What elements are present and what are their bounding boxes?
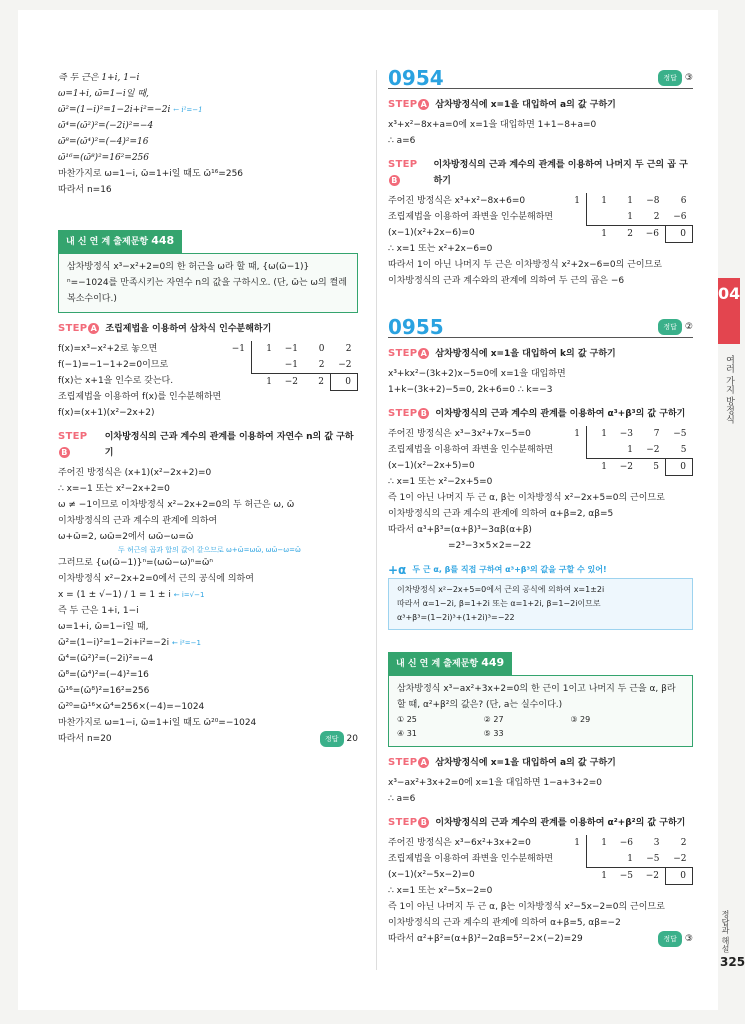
text-line: 이차방정식 x²−2x+2=0에서 근의 공식에 의하여	[58, 574, 254, 584]
text-line: 따라서 α=1−2i, β=1+2i 또는 α=1+2i, β=1−2i이므로	[397, 599, 601, 608]
text-line: 1+k−(3k+2)−5=0, 2k+6=0 ∴ k=−3	[388, 385, 553, 395]
related-problem-448	[58, 222, 358, 313]
step-b-body	[388, 835, 693, 899]
step-b-heading: STEPB 이차방정식의 근과 계수의 관계를 이용하여 자연수 n의 값 구하기	[58, 429, 358, 461]
left-column	[58, 70, 358, 747]
step-b-body	[388, 193, 693, 257]
text-line: 주어진 방정식은 (x+1)(x²−2x+2)=0	[58, 468, 212, 478]
intro-block	[58, 70, 358, 198]
note: 두 허근의 곱과 합의 값이 같으므로 ω+ω̄=ωω̄, ωω̄−ω=ω̄	[118, 546, 301, 554]
box-header: 내 신 연 계 출제문항 448	[58, 230, 182, 253]
note: ← i²=−1	[173, 106, 203, 114]
text-line: ω̄²⁰=ω̄¹⁶×ω̄⁴=256×(−4)=−1024	[58, 702, 205, 712]
problem-header-0954	[388, 66, 693, 90]
text-line: ω̄²=(1−i)²=1−2i+i²=−2i ← i²=−1	[58, 638, 201, 648]
text-line: ω̄⁸=(ω̄⁴)²=(−4)²=16	[58, 137, 149, 147]
text-line: 따라서 1이 아닌 나머지 두 근은 이차방정식 x²+2x−6=0의 근이므로	[388, 260, 662, 270]
text-line: x = (1 ± √−1) / 1 = 1 ± i ← i=√−1	[58, 590, 205, 600]
text-line: α³+β³=(1−2i)³+(1+2i)³=−22	[397, 613, 515, 622]
chapter-title: 여러 가지 방정식	[724, 355, 734, 424]
choice: ④ 31	[397, 729, 417, 738]
synthetic-division: 1 1 −6 3 2 1 −5 −2 1 −5 −2 0	[560, 835, 693, 899]
problem-text: 삼차방정식 x³−ax²+3x+2=0의 한 근이 1이고 나머지 두 근을 α, β라 할 때, α²+β²의 값은? (단, a는 실수이다.)	[397, 684, 676, 710]
text-line: 조립제법을 이용하여 좌변을 인수분해하면	[388, 445, 554, 455]
note: ← i=√−1	[173, 591, 205, 599]
step-a-lines	[58, 341, 221, 421]
box-body: 삼차방정식 x³−x²+2=0의 한 허근을 ω라 할 때, {ω(ω̄−1)}ⁿ=−1024를 만족시키는 자연수 n의 값을 구하시오. (단, ω̄는 ω의 켤레복소수이다.)	[58, 253, 358, 313]
text-line: 그러므로 {ω(ω̄−1)}ⁿ=(ωω̄−ω)ⁿ=ω̄ⁿ	[58, 558, 214, 568]
step-tag: STEP A	[58, 321, 99, 337]
step-tag: STEP A	[388, 755, 429, 771]
text-line: (x−1)(x²−5x−2)=0	[388, 870, 475, 880]
step-b-body	[388, 426, 693, 490]
final-answer-row: 따라서 α²+β²=(α+β)²−2αβ=5²−2×(−2)=29 정답 ③	[388, 931, 693, 947]
text-line: f(−1)=−1−1+2=0이므로	[58, 360, 169, 370]
text-line: f(x)=(x+1)(x²−2x+2)	[58, 408, 155, 418]
problem-number: 0955	[388, 315, 444, 339]
text-line: 마찬가지로 ω=1−i, ω̄=1+i일 때도 ω̄²⁰=−1024	[58, 718, 257, 728]
text-line: 즉 두 근은 1+i, 1−i	[58, 73, 140, 83]
text-line: =2³−3×5×2=−22	[448, 541, 532, 551]
choice: ⑤ 33	[483, 729, 504, 738]
step-a-body	[58, 341, 358, 421]
text-line: ω̄¹⁶=(ω̄⁸)²=16²=256	[58, 686, 150, 696]
text-line: f(x)는 x+1을 인수로 갖는다.	[58, 376, 174, 386]
text-line: 조립제법을 이용하여 f(x)를 인수분해하면	[58, 392, 222, 402]
text-line: ω̄²=(1−i)²=1−2i+i²=−2i ← i²=−1	[58, 105, 203, 115]
text-line: ω̄⁴=(ω̄²)²=(−2i)²=−4	[58, 654, 154, 664]
choice: ① 25	[397, 715, 417, 724]
step-tag: STEP B	[388, 406, 429, 422]
text-line: f(x)=x³−x²+2로 놓으면	[58, 344, 158, 354]
text-line: 조립제법을 이용하여 좌변을 인수분해하면	[388, 854, 554, 864]
text-line: 이차방정식의 근과 계수와의 관계에 의하여 두 근의 곱은 −6	[388, 276, 625, 286]
text-line: (x−1)(x²+2x−6)=0	[388, 228, 475, 238]
answer-badge: 정답 ②	[658, 319, 693, 335]
step-a-heading: STEP A 삼차방정식에 x=1을 대입하여 k의 값 구하기	[388, 346, 693, 362]
step-a-heading: STEP A 삼차방정식에 x=1을 대입하여 a의 값 구하기	[388, 755, 693, 771]
text-line: 주어진 방정식은 x³+x²−8x+6=0	[388, 196, 526, 206]
section-footer: 정답과 해설	[721, 910, 730, 953]
step-tag: STEPB	[58, 431, 88, 457]
text-line: ∴ x=1 또는 x²−2x+5=0	[388, 477, 493, 487]
answer-badge: 정답 ③	[658, 931, 693, 947]
synthetic-division: −1 1 −1 0 2 −1 2 −2 1 −2 2 0	[225, 341, 358, 421]
text-line: 이차방정식의 근과 계수의 관계에 의하여 α+β=2, αβ=5	[388, 509, 614, 519]
text-line: 마찬가지로 ω=1−i, ω̄=1+i일 때도 ω̄¹⁶=256	[58, 169, 244, 179]
problem-number: 0954	[388, 66, 444, 90]
text-line: ∴ x=1 또는 x²−5x−2=0	[388, 886, 493, 896]
step-b-lines	[388, 835, 553, 899]
step-b-lines	[388, 426, 553, 490]
tip-body	[388, 578, 693, 630]
text-line: 이차방정식의 근과 계수의 관계에 의하여 α+β=5, αβ=−2	[388, 918, 621, 928]
text-line: ∴ a=6	[388, 136, 416, 146]
text-line: 따라서 α³+β³=(α+β)³−3αβ(α+β)	[388, 525, 532, 535]
text-line: 주어진 방정식은 x³−6x²+3x+2=0	[388, 838, 531, 848]
choices	[397, 713, 657, 741]
step-b-heading: STEP B 이차방정식의 근과 계수의 관계를 이용하여 α³+β³의 값 구하기	[388, 406, 693, 422]
step-tag: STEP A	[388, 97, 429, 113]
text-line: (x−1)(x²−2x+5)=0	[388, 461, 475, 471]
text-line: ω̄⁸=(ω̄⁴)²=(−4)²=16	[58, 670, 149, 680]
text-line: ∴ a=6	[388, 794, 416, 804]
text-line: x³−ax²+3x+2=0에 x=1을 대입하면 1−a+3+2=0	[388, 778, 602, 788]
box-body	[388, 675, 693, 747]
text-line: 즉 1이 아닌 나머지 두 근 α, β는 이차방정식 x²−5x−2=0의 근이므로	[388, 902, 665, 912]
text-line: ω=1+i, ω̄=1−i일 때,	[58, 622, 149, 632]
text-line: 즉 두 근은 1+i, 1−i	[58, 606, 139, 616]
answer-badge: 정답 20	[320, 731, 358, 747]
final-answer-row: 따라서 n=20 정답 20	[58, 731, 358, 747]
step-a-heading: STEP A 조립제법을 이용하여 삼차식 인수분해하기	[58, 321, 358, 337]
step-b-heading: STEPB 이차방정식의 근과 계수의 관계를 이용하여 나머지 두 근의 곱 구하기	[388, 157, 693, 189]
step-tag: STEPB	[388, 159, 418, 185]
text-line: 주어진 방정식은 x³−3x²+7x−5=0	[388, 429, 531, 439]
related-problem-449	[388, 644, 693, 747]
choice: ② 27	[483, 715, 504, 724]
step-b-lines	[388, 193, 553, 257]
text-line: 즉 1이 아닌 나머지 두 근 α, β는 이차방정식 x²−2x+5=0의 근이므로	[388, 493, 665, 503]
text-line: ω+ω̄=2, ωω̄=2에서 ωω̄−ω=ω̄	[58, 532, 194, 542]
text-line: x³+x²−8x+a=0에 x=1을 대입하면 1+1−8+a=0	[388, 120, 597, 130]
text-line: 이차방정식의 근과 계수의 관계에 의하여	[58, 516, 218, 526]
step-a-heading: STEP A 삼차방정식에 x=1을 대입하여 a의 값 구하기	[388, 97, 693, 113]
note: ← i²=−1	[171, 639, 201, 647]
step-tag: STEP A	[388, 346, 429, 362]
chapter-tab: 04	[718, 278, 740, 344]
answer-badge: 정답 ③	[658, 70, 693, 86]
synthetic-division: 1 1 1 −8 6 1 2 −6 1 2 −6 0	[560, 193, 693, 257]
text-line: ω=1+i, ω̄=1−i일 때,	[58, 89, 149, 99]
text-line: ∴ x=−1 또는 x²−2x+2=0	[58, 484, 170, 494]
text-line: x³+kx²−(3k+2)x−5=0에 x=1을 대입하면	[388, 369, 566, 379]
synthetic-division: 1 1 −3 7 −5 1 −2 5 1 −2 5 0	[560, 426, 693, 490]
text-line: ω ≠ −1이므로 이차방정식 x²−2x+2=0의 두 허근은 ω, ω̄	[58, 500, 295, 510]
text-line: ∴ x=1 또는 x²+2x−6=0	[388, 244, 493, 254]
step-b-lines	[58, 465, 358, 747]
text-line: 따라서 n=16	[58, 185, 112, 195]
step-tag: STEP B	[388, 815, 429, 831]
column-divider	[376, 70, 377, 970]
box-header: 내 신 연 계 출제문항 449	[388, 652, 512, 675]
page-number: 325	[720, 955, 745, 969]
plus-alpha-icon: +α	[388, 563, 407, 577]
right-column	[388, 66, 693, 947]
page	[18, 10, 745, 1010]
choice: ③ 29	[570, 715, 591, 724]
problem-header-0955	[388, 315, 693, 339]
text-line: ω̄⁴=(ω̄²)²=(−2i)²=−4	[58, 121, 154, 131]
text-line: 이차방정식 x²−2x+5=0에서 근의 공식에 의하여 x=1±2i	[397, 585, 605, 594]
tip-header: +α 두 근 α, β를 직접 구하여 α³+β³의 값을 구할 수 있어!	[388, 563, 607, 577]
text-line: 조립제법을 이용하여 좌변을 인수분해하면	[388, 212, 554, 222]
text-line: ω̄¹⁶=(ω̄⁸)²=16²=256	[58, 153, 149, 163]
step-b-heading: STEP B 이차방정식의 근과 계수의 관계를 이용하여 α²+β²의 값 구하기	[388, 815, 693, 831]
